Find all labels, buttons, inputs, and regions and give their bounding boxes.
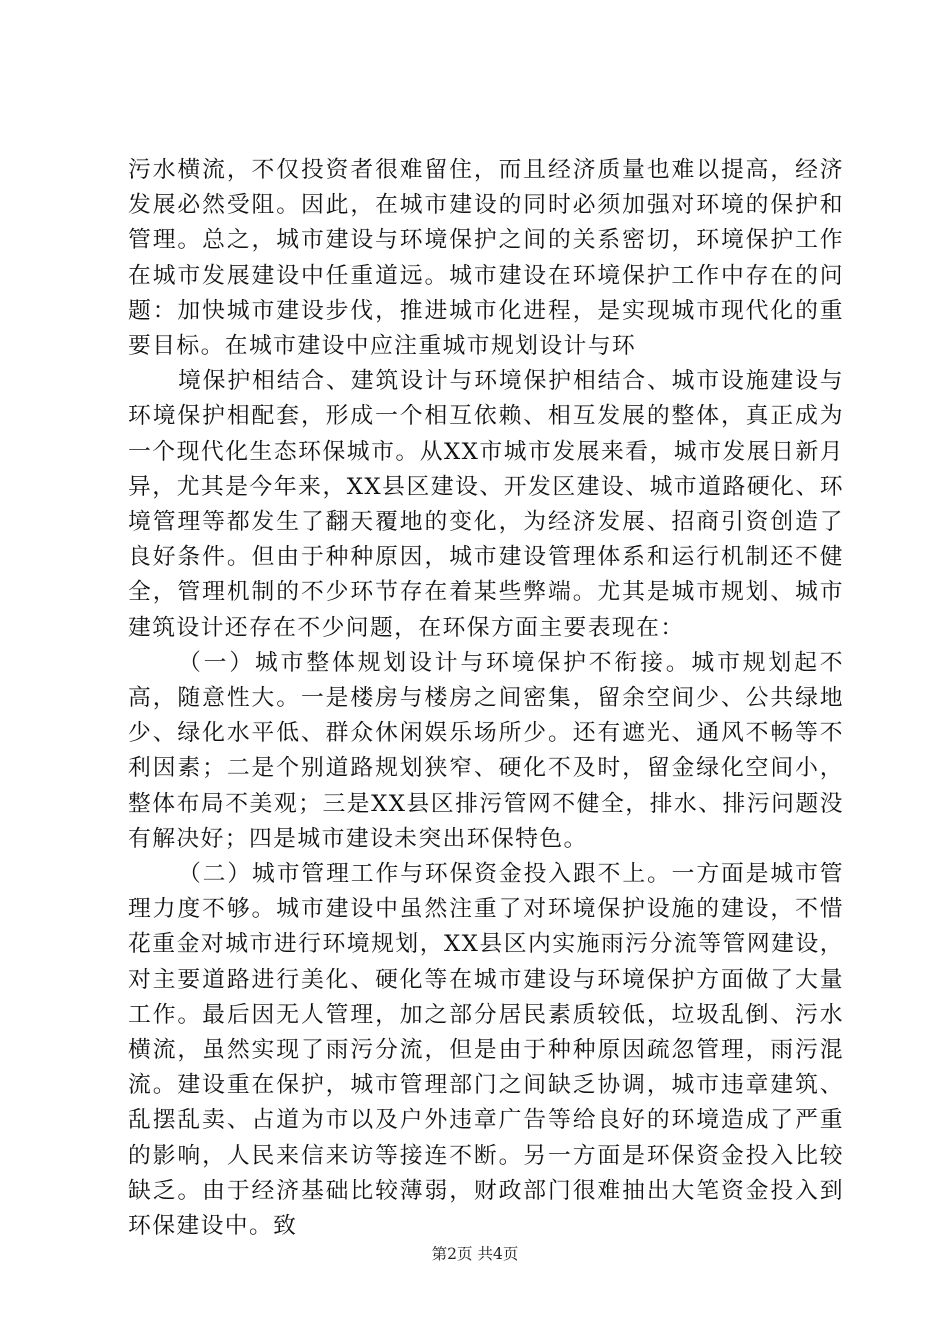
paragraph-section-one: （一）城市整体规划设计与环境保护不衔接。城市规划起不高，随意性大。一是楼房与楼房之间密集，留余空间少、公共绿地少、绿化水平低、群众休闲娱乐场所少。还有遮光、通风不畅等不利因素；二是个别道路规划狭窄、硬化不及时，留金绿化空间小，整体布局不美观；三是XX县区排污管网不健全，排水、排污问题没有解决好；四是城市建设未突出环保特色。	[128, 649, 844, 852]
paragraph-section-two: （二）城市管理工作与环保资金投入跟不上。一方面是城市管理力度不够。城市建设中虽然注重了对环境保护设施的建设，不惜花重金对城市进行环境规划，XX县区内实施雨污分流等管网建设，对主要道路进行美化、硬化等在城市建设与环境保护方面做了大量工作。最后因无人管理，加之部分居民素质较低，垃圾乱倒、污水横流，虽然实现了雨污分流，但是由于种种原因疏忽管理，雨污混流。建设重在保护，城市管理部门之间缺乏协调，城市违章建筑、乱摆乱卖、占道为市以及户外违章广告等给良好的环境造成了严重的影响，人民来信来访等接连不断。另一方面是环保资金投入比较缺乏。由于经济基础比较薄弱，财政部门很难抽出大笔资金投入到环保建设中。致	[128, 861, 844, 1240]
page-footer: 第2页 共4页	[431, 1245, 519, 1263]
document-body	[128, 153, 844, 1244]
paragraph-continuation: 污水横流，不仅投资者很难留住，而且经济质量也难以提高，经济发展必然受阻。因此，在城市建设的同时必须加强对环境的保护和管理。总之，城市建设与环境保护之间的关系密切，环境保护工作在城市发展建设中任重道远。城市建设在环境保护工作中存在的问题：加快城市建设步伐，推进城市化进程，是实现城市现代化的重要目标。在城市建设中应注重城市规划设计与环	[128, 157, 844, 360]
paragraph-urban-design: 境保护相结合、建筑设计与环境保护相结合、城市设施建设与环境保护相配套，形成一个相互依赖、相互发展的整体，真正成为一个现代化生态环保城市。从XX市城市发展来看，城市发展日新月异，尤其是今年来，XX县区建设、开发区建设、城市道路硬化、环境管理等都发生了翻天覆地的变化，为经济发展、招商引资创造了良好条件。但由于种种原因，城市建设管理体系和运行机制还不健全，管理机制的不少环节存在着某些弊端。尤其是城市规划、城市建筑设计还存在不少问题，在环保方面主要表现在：	[128, 368, 844, 641]
